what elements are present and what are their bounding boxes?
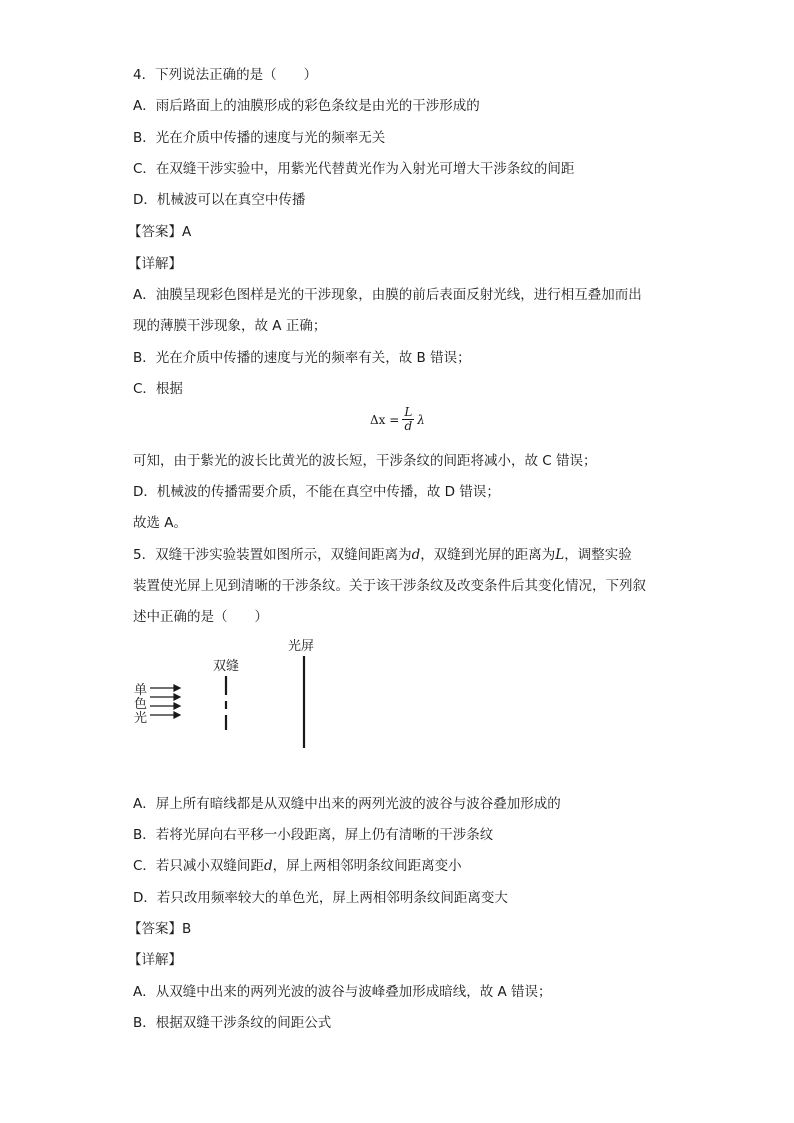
- q5-stem-part: ，双缝到光屏的距离为: [420, 547, 556, 563]
- q4-detail-line: 可知，由于紫光的波长比黄光的波长短，干涉条纹的间距将减小，故 C 错误；: [133, 453, 597, 469]
- q4-detail-line: A．油膜呈现彩色图样是光的干涉现象，由膜的前后表面反射光线，进行相互叠加而出: [133, 287, 642, 303]
- q5-option-b: B．若将光屏向右平移一小段距离，屏上仍有清晰的干涉条纹: [133, 827, 494, 843]
- q4-option-c: C．在双缝干涉实验中，用紫光代替黄光作为入射光可增大干涉条纹的间距: [133, 161, 575, 177]
- double-slit-diagram: [130, 636, 350, 756]
- slit-label: 双缝: [213, 659, 240, 674]
- q4-detail-line: D．机械波的传播需要介质，不能在真空中传播，故 D 错误；: [133, 484, 500, 500]
- q5-detail-line: B．根据双缝干涉条纹的间距公式: [133, 1015, 332, 1031]
- q5-stem-line: 装置使光屏上见到清晰的干涉条纹。关于该干涉条纹及改变条件后其变化情况，下列叙: [133, 578, 646, 594]
- q4-stem: 4．下列说法正确的是（ ）: [133, 67, 318, 83]
- q5-option-c-part: C．若只减小双缝间距: [133, 858, 264, 874]
- formula-rhs: λ: [417, 412, 425, 427]
- q5-detail-line: A．从双缝中出来的两列光波的波谷与波峰叠加形成暗线，故 A 错误；: [133, 984, 552, 1000]
- q4-detail-heading: 【详解】: [128, 256, 182, 272]
- q5-var-d: d: [411, 547, 421, 563]
- formula-denominator: d: [404, 419, 413, 433]
- q5-option-c: [133, 856, 462, 876]
- q5-stem-line: [133, 545, 632, 565]
- q4-detail-line: C．根据: [133, 381, 183, 397]
- formula-numerator: L: [404, 405, 413, 419]
- q4-option-b: B．光在介质中传播的速度与光的频率无关: [133, 130, 386, 146]
- q5-stem-line: 述中正确的是（ ）: [133, 609, 268, 625]
- screen-label: 光屏: [288, 639, 315, 654]
- q5-option-d: D．若只改用频率较大的单色光，屏上两相邻明条纹间距离变大: [133, 890, 508, 906]
- q5-stem-part: ，调整实验: [564, 547, 632, 563]
- q5-answer: 【答案】B: [128, 921, 192, 937]
- formula-lhs: Δx =: [370, 412, 400, 427]
- q4-option-d: D．机械波可以在真空中传播: [133, 192, 306, 208]
- light-label-3: 光: [134, 711, 148, 726]
- q4-detail-line: 现的薄膜干涉现象，故 A 正确；: [133, 318, 327, 334]
- formula-fraction: [402, 406, 414, 433]
- q5-option-a: A．屏上所有暗线都是从双缝中出来的两列光波的波谷与波谷叠加形成的: [133, 796, 561, 812]
- q5-var-L: L: [555, 547, 565, 563]
- light-arrows: [150, 685, 180, 718]
- q4-answer: 【答案】A: [128, 224, 192, 240]
- fringe-spacing-formula: [370, 406, 425, 433]
- q5-stem-part: 5．双缝干涉实验装置如图所示，双缝间距离为: [133, 547, 412, 563]
- light-label-2: 色: [134, 697, 148, 712]
- light-label-1: 单: [134, 683, 148, 698]
- q4-detail-line: 故选 A。: [133, 515, 188, 531]
- q5-option-c-part: ，屏上两相邻明条纹间距离变小: [272, 858, 462, 874]
- q4-option-a: A．雨后路面上的油膜形成的彩色条纹是由光的干涉形成的: [133, 98, 480, 114]
- q5-detail-heading: 【详解】: [128, 952, 182, 968]
- q4-detail-line: B．光在介质中传播的速度与光的频率有关，故 B 错误；: [133, 350, 471, 366]
- q5-var-d: d: [263, 858, 273, 874]
